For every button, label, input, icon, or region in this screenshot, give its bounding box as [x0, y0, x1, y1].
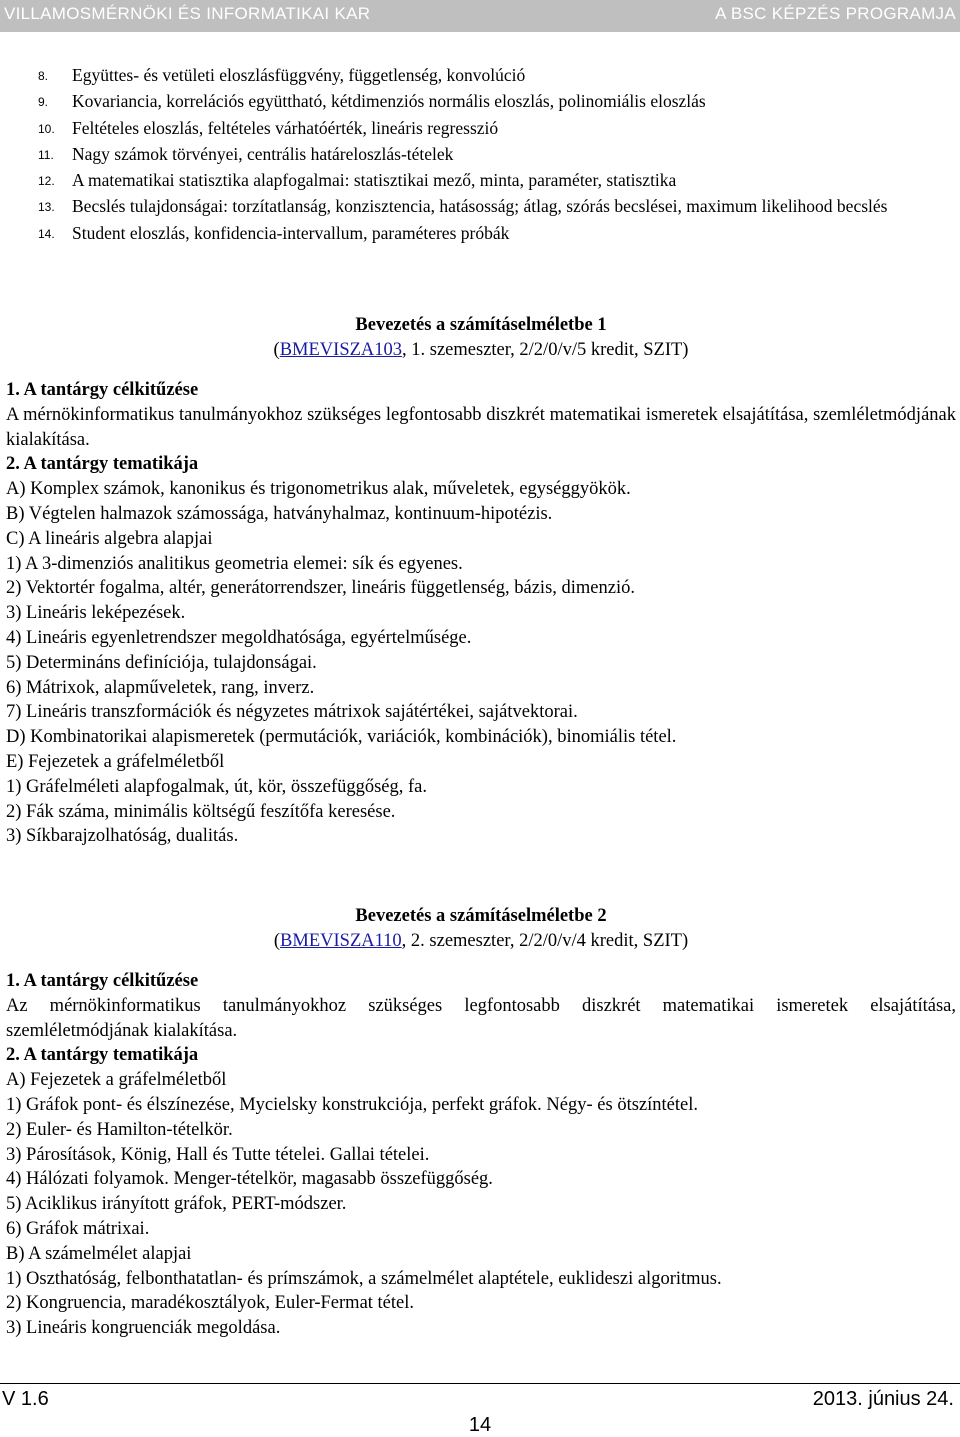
course-section-2 — [6, 904, 956, 1341]
topic-line: 2) Fák száma, minimális költségű feszítőfa keresése. — [6, 801, 396, 822]
topic-line: 2) Euler- és Hamilton-tételkör. — [6, 1119, 233, 1140]
topic-line: 6) Gráfok mátrixai. — [6, 1218, 150, 1239]
topic-line: 4) Lineáris egyenletrendszer megoldhatósága, egyértelműsége. — [6, 627, 472, 648]
page-header — [0, 0, 960, 32]
topic-line: 1) Gráfok pont- és élszínezése, Mycielsky konstrukciója, perfekt gráfok. Négy- és ötszíntétel. — [6, 1094, 698, 1115]
course-title: Bevezetés a számításelméletbe 1 — [355, 315, 607, 335]
topic-line: 1) A 3-dimenziós analitikus geometria elemei: sík és egyenes. — [6, 553, 463, 574]
topic-line: 2) Vektortér fogalma, altér, generátorrendszer, lineáris függetlenség, bázis, dimenzió. — [6, 578, 635, 599]
course-subtitle: (BMEVISZA103, 1. szemeszter, 2/2/0/v/5 kredit, SZIT) — [273, 340, 689, 360]
course-code-link[interactable]: BMEVISZA103 — [279, 340, 403, 360]
date-label: 2013. június 24. — [812, 1388, 954, 1410]
topic-line: 2) Kongruencia, maradékosztályok, Euler-Fermat tétel. — [6, 1293, 415, 1314]
topic-line: 1) Gráfelméleti alapfogalmak, út, kör, összefüggőség, fa. — [6, 776, 428, 797]
topic-line: A) Fejezetek a gráfelméletből — [6, 1070, 227, 1091]
goal-text: A mérnökinformatikus tanulmányokhoz szükséges legfontosabb diszkrét matematikai ismeretek elsajátítása, szemléletmódjának kialakítása. — [6, 404, 956, 450]
topic-line: 1) Oszthatóság, felbonthatatlan- és prímszámok, a számelmélet alaptétele, euklideszi algoritmus. — [6, 1268, 722, 1289]
list-item: 14. Student eloszlás, konfidencia-intervallum, paraméteres próbák — [38, 222, 510, 243]
list-item: 8. Együttes- és vetületi eloszlásfüggvény, függetlenség, konvolúció — [38, 65, 526, 85]
course-title: Bevezetés a számításelméletbe 2 — [355, 906, 607, 926]
list-item: 12. A matematikai statisztika alapfogalmai: statisztikai mező, minta, paraméter, statisztika — [38, 170, 677, 191]
topic-line: 3) Lineáris leképezések. — [6, 603, 186, 624]
topic-line: 6) Mátrixok, alapműveletek, rang, inverz. — [6, 677, 315, 698]
topic-line: B) Végtelen halmazok számossága, hatványhalmaz, kontinuum-hipotézis. — [6, 503, 553, 524]
course-subtitle: (BMEVISZA110, 2. szemeszter, 2/2/0/v/4 kredit, SZIT) — [273, 931, 689, 951]
version-label: V 1.6 — [2, 1388, 49, 1410]
topic-line: 5) Determináns definíciója, tulajdonságai. — [6, 652, 317, 673]
topic-line: 3) Lineáris kongruenciák megoldása. — [6, 1318, 281, 1339]
numbered-topic-list — [38, 63, 938, 247]
topics-heading: 2. A tantárgy tematikája — [6, 1045, 199, 1066]
list-item: 13. Becslés tulajdonságai: torzítatlanság, konzisztencia, hatásosság; átlag, szórás becslései, maximum likelihood becslés — [38, 196, 888, 217]
course-section-1 — [6, 313, 956, 849]
topic-line: 5) Aciklikus irányított gráfok, PERT-módszer. — [6, 1194, 347, 1215]
topics-heading: 2. A tantárgy tematikája — [6, 454, 199, 475]
faculty-title: VILLAMOSMÉRNÖKI ÉS INFORMATIKAI KAR — [4, 4, 371, 23]
topic-line: E) Fejezetek a gráfelméletből — [6, 751, 225, 772]
list-item: 11. Nagy számok törvényei, centrális határeloszlás-tételek — [38, 143, 454, 164]
topic-line: D) Kombinatorikai alapismeretek (permutációk, variációk, kombinációk), binomiális tétel. — [6, 727, 677, 748]
topic-line: 3) Síkbarajzolhatóság, dualitás. — [6, 826, 239, 847]
goal-heading: 1. A tantárgy célkitűzése — [6, 380, 199, 400]
footer-divider — [0, 1383, 960, 1384]
topic-line: 7) Lineáris transzformációk és négyzetes mátrixok sajátértékei, sajátvektorai. — [6, 702, 578, 723]
program-title: A BSC KÉPZÉS PROGRAMJA — [715, 4, 956, 23]
topic-line: 4) Hálózati folyamok. Menger-tételkör, magasabb összefüggőség. — [6, 1169, 493, 1190]
goal-text: Az mérnökinformatikus tanulmányokhoz szükséges legfontosabb diszkrét matematikai ismeretek elsajátítása, szemléletmódjának kialakítása. — [6, 995, 956, 1041]
goal-heading: 1. A tantárgy célkitűzése — [6, 971, 199, 991]
list-item: 10. Feltételes eloszlás, feltételes várhatóérték, lineáris regresszió — [38, 117, 499, 138]
topic-line: C) A lineáris algebra alapjai — [6, 528, 213, 549]
list-item: 9. Kovariancia, korrelációs együttható, kétdimenziós normális eloszlás, polinomiális eloszlás — [38, 91, 706, 112]
topic-line: 3) Párosítások, König, Hall és Tutte tételei. Gallai tételei. — [6, 1144, 430, 1165]
course-code-link[interactable]: BMEVISZA110 — [280, 931, 402, 951]
page-number: 14 — [468, 1414, 492, 1436]
topic-line: A) Komplex számok, kanonikus és trigonometrikus alak, műveletek, egységgyökök. — [6, 479, 631, 500]
topic-line: B) A számelmélet alapjai — [6, 1243, 192, 1264]
